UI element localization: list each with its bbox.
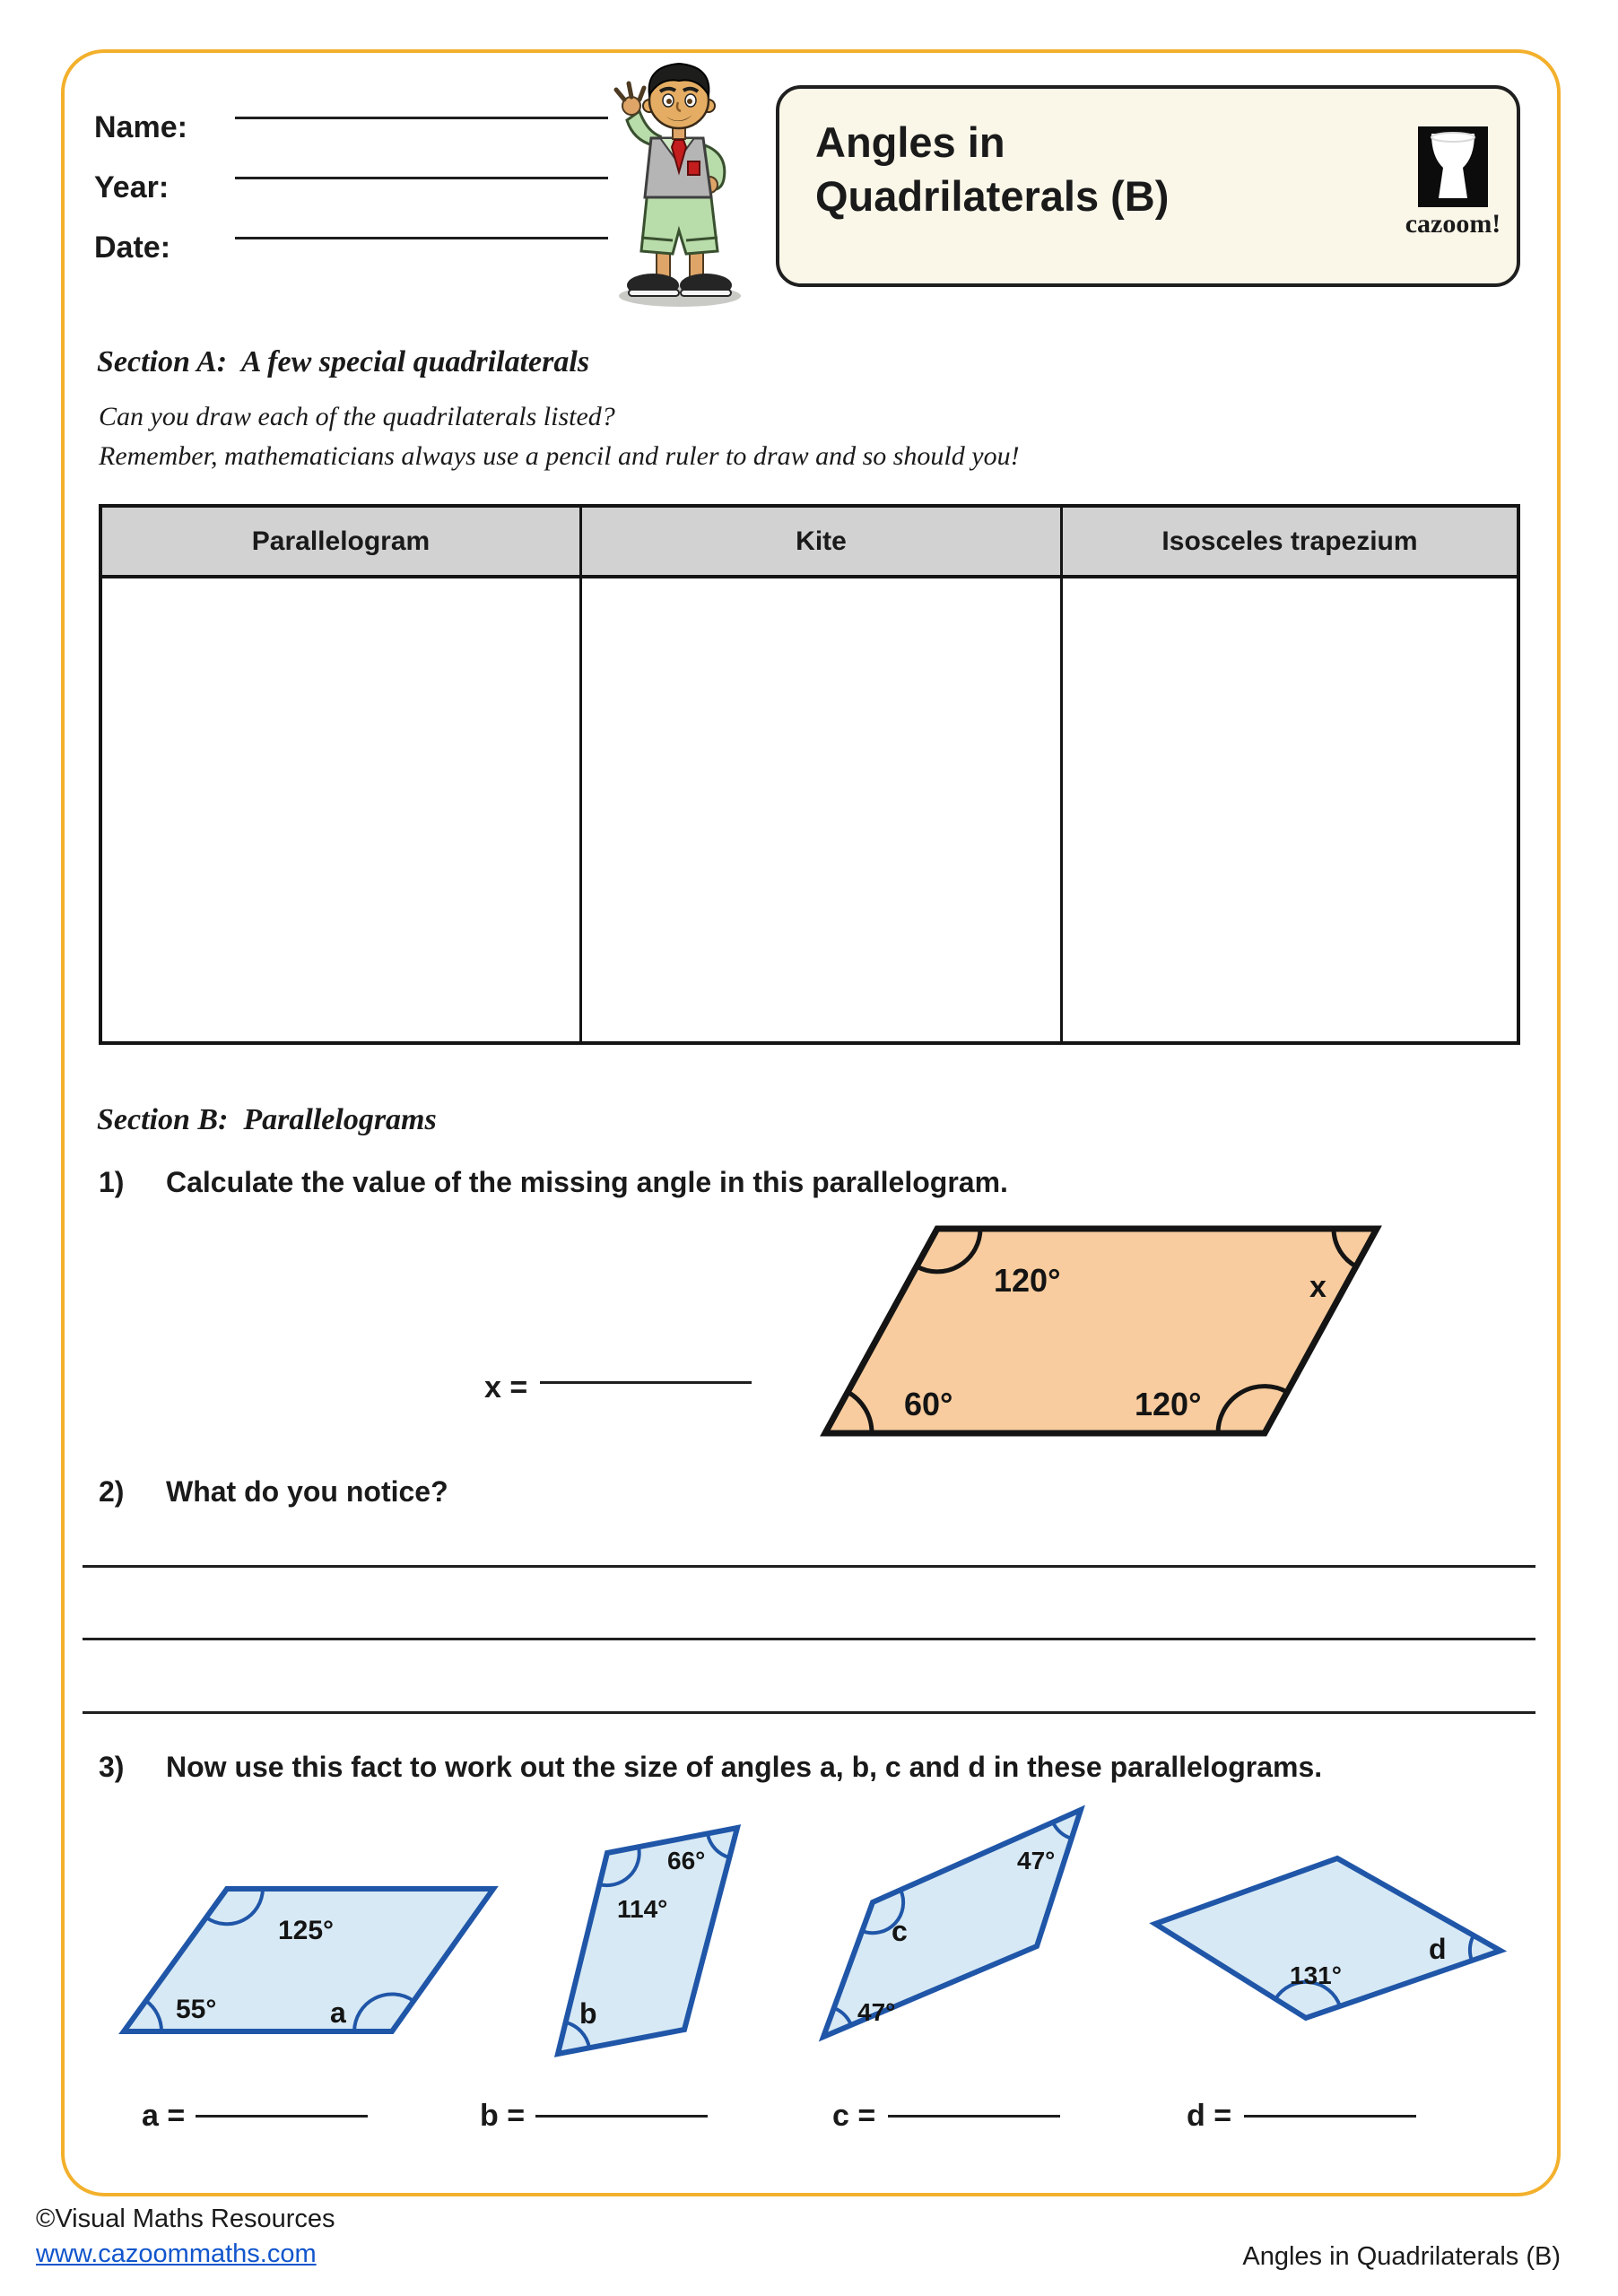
angle-label-55: 55° <box>176 1995 217 2024</box>
angle-label-125: 125° <box>278 1916 335 1945</box>
angle-label-top-left: 120° <box>994 1262 1061 1299</box>
year-input-line <box>235 177 608 179</box>
answer-d-line <box>1244 2115 1416 2118</box>
q2-number: 2) <box>99 1475 125 1508</box>
drawing-cell-parallelogram <box>102 578 582 1041</box>
answer-line <box>83 1565 1535 1568</box>
angle-label-47-bottom: 47° <box>857 1998 896 2026</box>
answer-a-line <box>196 2115 368 2118</box>
djembe-drum-icon <box>1418 126 1488 207</box>
footer-website-link[interactable]: www.cazoommaths.com <box>36 2239 317 2268</box>
name-label: Name: <box>94 110 187 144</box>
date-label: Date: <box>94 230 171 265</box>
section-a-instruction-1: Can you draw each of the quadrilaterals listed? <box>99 402 615 431</box>
quadrilaterals-table <box>99 504 1520 1045</box>
table-body-row <box>102 578 1517 1041</box>
table-header-parallelogram: Parallelogram <box>102 508 582 575</box>
q2-prompt: What do you notice? <box>166 1475 448 1508</box>
section-b-heading: Section B: Parallelograms <box>97 1103 437 1136</box>
answer-c-prefix: c = <box>832 2099 876 2133</box>
q3-parallelogram-c <box>805 1799 1101 2055</box>
answer-b-prefix: b = <box>480 2099 526 2133</box>
date-input-line <box>235 237 608 239</box>
answer-c-line <box>888 2115 1060 2118</box>
angle-label-c: c <box>892 1915 908 1947</box>
q3-parallelogram-a <box>70 1864 509 2048</box>
year-label: Year: <box>94 170 170 204</box>
cazoom-logo <box>1418 126 1488 207</box>
answer-line <box>83 1711 1535 1714</box>
answer-d-prefix: d = <box>1187 2099 1232 2133</box>
angle-label-top-right: x <box>1309 1270 1327 1304</box>
parallelogram-shape <box>1155 1858 1501 2018</box>
angle-label-131: 131° <box>1290 1961 1342 1989</box>
angle-label-bottom-right: 120° <box>1135 1386 1202 1422</box>
name-input-line <box>235 117 608 119</box>
q3-parallelogram-d <box>1146 1848 1523 2036</box>
drawing-cell-kite <box>582 578 1063 1041</box>
q3-prompt: Now use this fact to work out the size of angles a, b, c and d in these parallelograms. <box>166 1751 1323 1783</box>
angle-label-a: a <box>330 1996 346 2029</box>
cazoom-wordmark: cazoom! <box>1405 209 1501 239</box>
answer-a-prefix: a = <box>142 2099 186 2133</box>
q1-answer-line <box>540 1381 752 1384</box>
q1-answer-prefix: x = <box>484 1370 528 1405</box>
worksheet-title-line2: Quadrilaterals (B) <box>815 172 1170 220</box>
answer-line <box>83 1638 1535 1640</box>
section-a-heading: Section A: A few special quadrilaterals <box>97 345 590 378</box>
worksheet-title-line1: Angles in <box>815 118 1005 166</box>
q3-parallelogram-b <box>536 1817 761 2073</box>
q1-prompt: Calculate the value of the missing angle in this parallelogram. <box>166 1166 1008 1198</box>
angle-label-bottom-left: 60° <box>904 1386 953 1422</box>
section-a-instruction-2: Remember, mathematicians always use a pencil and ruler to draw and so should you! <box>99 441 1020 471</box>
table-header-isosceles-trapezium: Isosceles trapezium <box>1161 526 1418 556</box>
angle-label-66: 66° <box>667 1847 706 1874</box>
angle-label-47-top: 47° <box>1017 1847 1056 1874</box>
q1-number: 1) <box>99 1166 125 1198</box>
q1-parallelogram-diagram <box>789 1218 1399 1442</box>
angle-label-b: b <box>579 1997 597 2030</box>
footer-doc-title: Angles in Quadrilaterals (B) <box>1242 2242 1561 2271</box>
table-header-row <box>102 508 1517 578</box>
waving-schoolboy-cartoon <box>597 56 754 311</box>
answer-b-line <box>535 2115 708 2118</box>
angle-label-d: d <box>1429 1933 1447 1965</box>
footer-copyright: ©Visual Maths Resources <box>36 2205 335 2233</box>
title-box <box>776 85 1520 287</box>
drawing-cell-isosceles-trapezium <box>1063 578 1517 1041</box>
table-header-kite: Kite <box>582 508 1063 575</box>
angle-label-114: 114° <box>617 1895 668 1923</box>
q3-number: 3) <box>99 1751 125 1783</box>
